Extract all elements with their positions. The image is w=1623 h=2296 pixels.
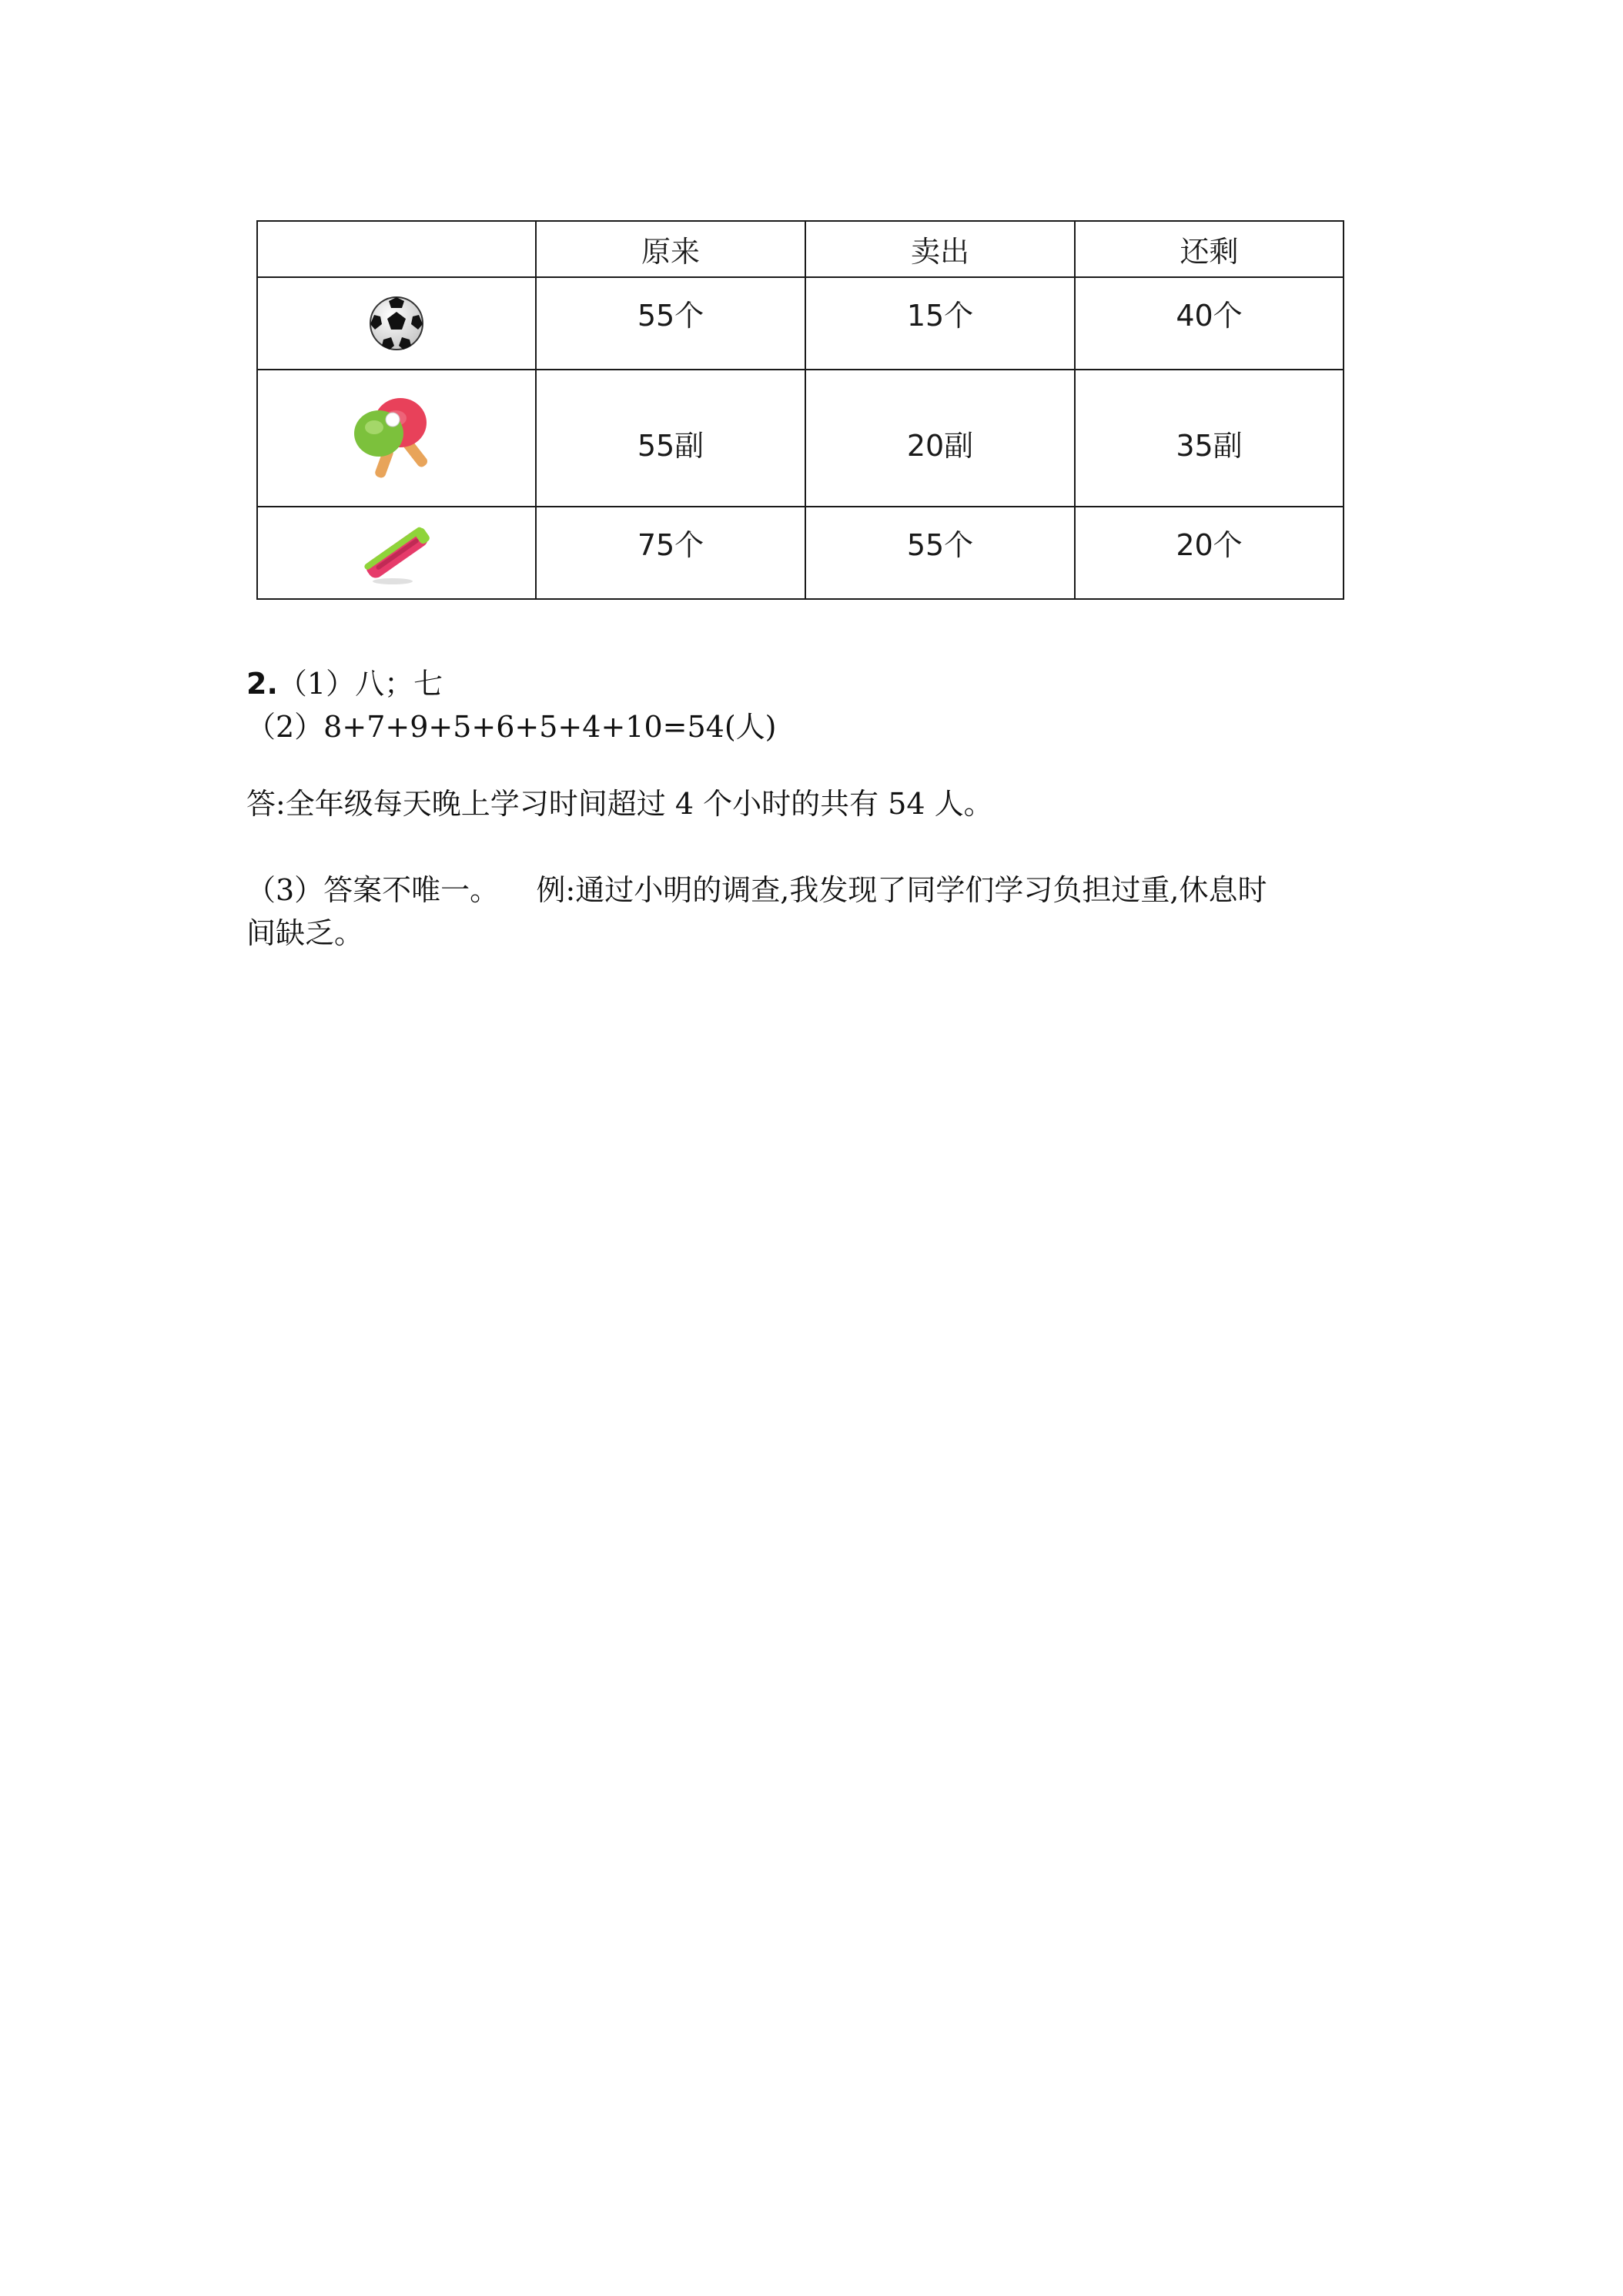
answer-part3-line1: （3）答案不唯一。 例:通过小明的调查,我发现了同学们学习负担过重,休息时 xyxy=(246,873,1267,907)
header-empty xyxy=(257,221,536,277)
jump-rope-icon xyxy=(257,507,536,599)
header-remaining: 还剩 xyxy=(1075,221,1344,277)
soccer-ball-icon xyxy=(257,277,536,370)
ping-pong-graphic xyxy=(346,392,447,484)
answer-part1: （1）八；七 xyxy=(277,667,443,701)
soccer-original: 55个 xyxy=(536,277,805,370)
pingpong-remaining: 35副 xyxy=(1075,370,1344,506)
ping-pong-paddles-icon xyxy=(257,370,536,506)
answer-section xyxy=(246,662,1401,955)
rope-remaining: 20个 xyxy=(1075,507,1344,599)
table-header-row xyxy=(257,221,1344,277)
header-original: 原来 xyxy=(536,221,805,277)
header-sold: 卖出 xyxy=(805,221,1075,277)
rope-original: 75个 xyxy=(536,507,805,599)
answer-part3-line2: 间缺乏。 xyxy=(246,916,364,950)
rope-sold: 55个 xyxy=(805,507,1075,599)
table-row xyxy=(257,277,1344,370)
table-row xyxy=(257,370,1344,506)
jump-rope-graphic xyxy=(354,518,439,587)
soccer-remaining: 40个 xyxy=(1075,277,1344,370)
soccer-ball-graphic xyxy=(368,295,425,352)
answer-part2-answer: 答:全年级每天晚上学习时间超过 4 个小时的共有 54 人。 xyxy=(246,787,993,821)
sales-table xyxy=(256,220,1344,600)
question-number: 2. xyxy=(246,667,278,701)
table-row xyxy=(257,507,1344,599)
soccer-sold: 15个 xyxy=(805,277,1075,370)
answer-part2: （2）8+7+9+5+6+5+4+10=54(人) xyxy=(246,710,777,744)
answer-part1-line xyxy=(246,662,1401,705)
pingpong-original: 55副 xyxy=(536,370,805,506)
pingpong-sold: 20副 xyxy=(805,370,1075,506)
